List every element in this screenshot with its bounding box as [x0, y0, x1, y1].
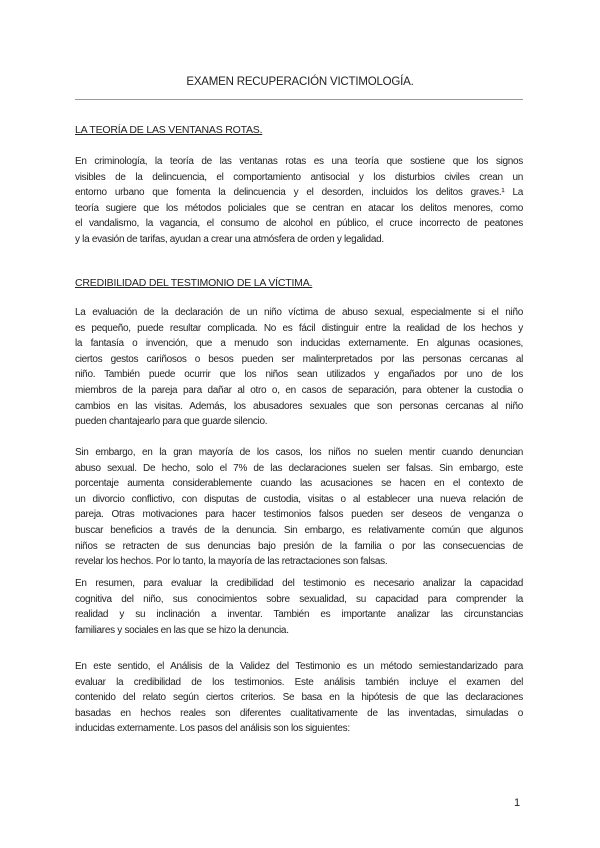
text-line: es pequeño, puede resultar complicada. No es fácil distinguir entre la realidad de los hechos y [75, 322, 523, 334]
page-number: 1 [514, 797, 521, 809]
section-heading-credibility: CREDIBILIDAD DEL TESTIMONIO DE LA VÍCTIMA. [75, 277, 313, 289]
text-line: revelar los hechos. Por lo tanto, la mayoría de las retractaciones son falsas. [75, 556, 388, 568]
text-line: realidad y su inclinación a inventar. También es importante analizar las circunstancias [75, 609, 523, 621]
text-line: y la evasión de tarifas, ayudan a crear una atmósfera de orden y legalidad. [75, 233, 384, 245]
paragraph [75, 659, 523, 737]
document-title: EXAMEN RECUPERACIÓN VICTIMOLOGÍA. [186, 76, 414, 88]
text-line: En este sentido, el Análisis de la Validez del Testimonio es un método semiestandarizado para [75, 661, 523, 672]
text-line: contenido del relato según ciertos criterios. Se basa en la hipótesis de que las declaraciones [75, 692, 523, 704]
text-line: basadas en hechos reales son diferentes cualitativamente de las inventadas, simuladas o [75, 707, 523, 719]
text-line: ciertos gestos cariñosos o besos pueden ser malinterpretados por las personas cercanas al [75, 353, 523, 365]
text-line: cognitiva del niño, sus conocimientos sobre sexualidad, su capacidad para comprender la [75, 593, 523, 605]
text-line: evaluar la credibilidad de los testimonios. Este análisis también incluye el examen del [75, 676, 523, 688]
text-line: buscar beneficios a través de la denuncia. Sin embargo, es relativamente común que algunos [75, 524, 523, 536]
text-line: miembros de la pareja para dañar al otro o, en casos de separación, para obtener la custodia o [75, 384, 523, 396]
text-line: teoría sugiere que los métodos policiales que se centran en atacar los delitos menores, como [75, 202, 523, 214]
text-line: En resumen, para evaluar la credibilidad del testimonio es necesario analizar la capacidad [75, 578, 523, 589]
text-line: familiares y sociales en las que se hizo la denuncia. [75, 624, 289, 636]
text-line: visibles de la delincuencia, el comportamiento antisocial y los disturbios civiles crean un [75, 171, 523, 183]
text-line: niños se retracten de sus denuncias bajo presión de la familia o por las consecuencias de [75, 540, 523, 552]
text-line: La evaluación de la declaración de un niño víctima de abuso sexual, especialmente si el niño [75, 307, 523, 318]
text-line: cambios en las visitas. Además, los abusadores sexuales que son personas cercanas al niño [75, 400, 523, 412]
paragraph [75, 445, 523, 570]
text-line: abuso sexual. De hecho, solo el 7% de las declaraciones suelen ser falsas. Sin embargo, este [75, 462, 523, 474]
text-line: niño. También puede ocurrir que los niños sean utilizados y engañados por uno de los [75, 369, 523, 381]
text-line: la fantasía o invención, que a menudo son inducidas externamente. En algunas ocasiones, [75, 338, 523, 350]
section-heading-broken-windows: LA TEORÍA DE LAS VENTANAS ROTAS. [75, 124, 263, 136]
paragraph [75, 305, 523, 430]
paragraph [75, 154, 523, 248]
text-line: inducidas externamente. Los pasos del análisis son los siguientes: [75, 723, 350, 735]
text-line: un divorcio conflictivo, con disputas de custodia, visitas o al establecer una nueva relación de [75, 493, 523, 505]
text-line: porcentaje aumenta considerablemente cuando las acusaciones se hacen en el contexto de [75, 478, 523, 490]
title-divider [75, 99, 523, 100]
text-line: entorno urbano que fomenta la delincuencia y el desorden, incluidos los delitos graves.¹ La [75, 187, 523, 199]
text-line: pueden chantajearlo para que guarde silencio. [75, 416, 268, 428]
text-line: pareja. Otras motivaciones para hacer testimonios falsos pueden ser deseos de venganza o [75, 509, 523, 521]
text-line: el vandalismo, la vagancia, el consumo de alcohol en público, el cruce incorrecto de peatones [75, 218, 523, 230]
text-line: En criminología, la teoría de las ventanas rotas es una teoría que sostiene que los signos [75, 156, 523, 167]
paragraph [75, 576, 523, 638]
text-line: Sin embargo, en la gran mayoría de los casos, los niños no suelen mentir cuando denuncian [75, 447, 523, 458]
